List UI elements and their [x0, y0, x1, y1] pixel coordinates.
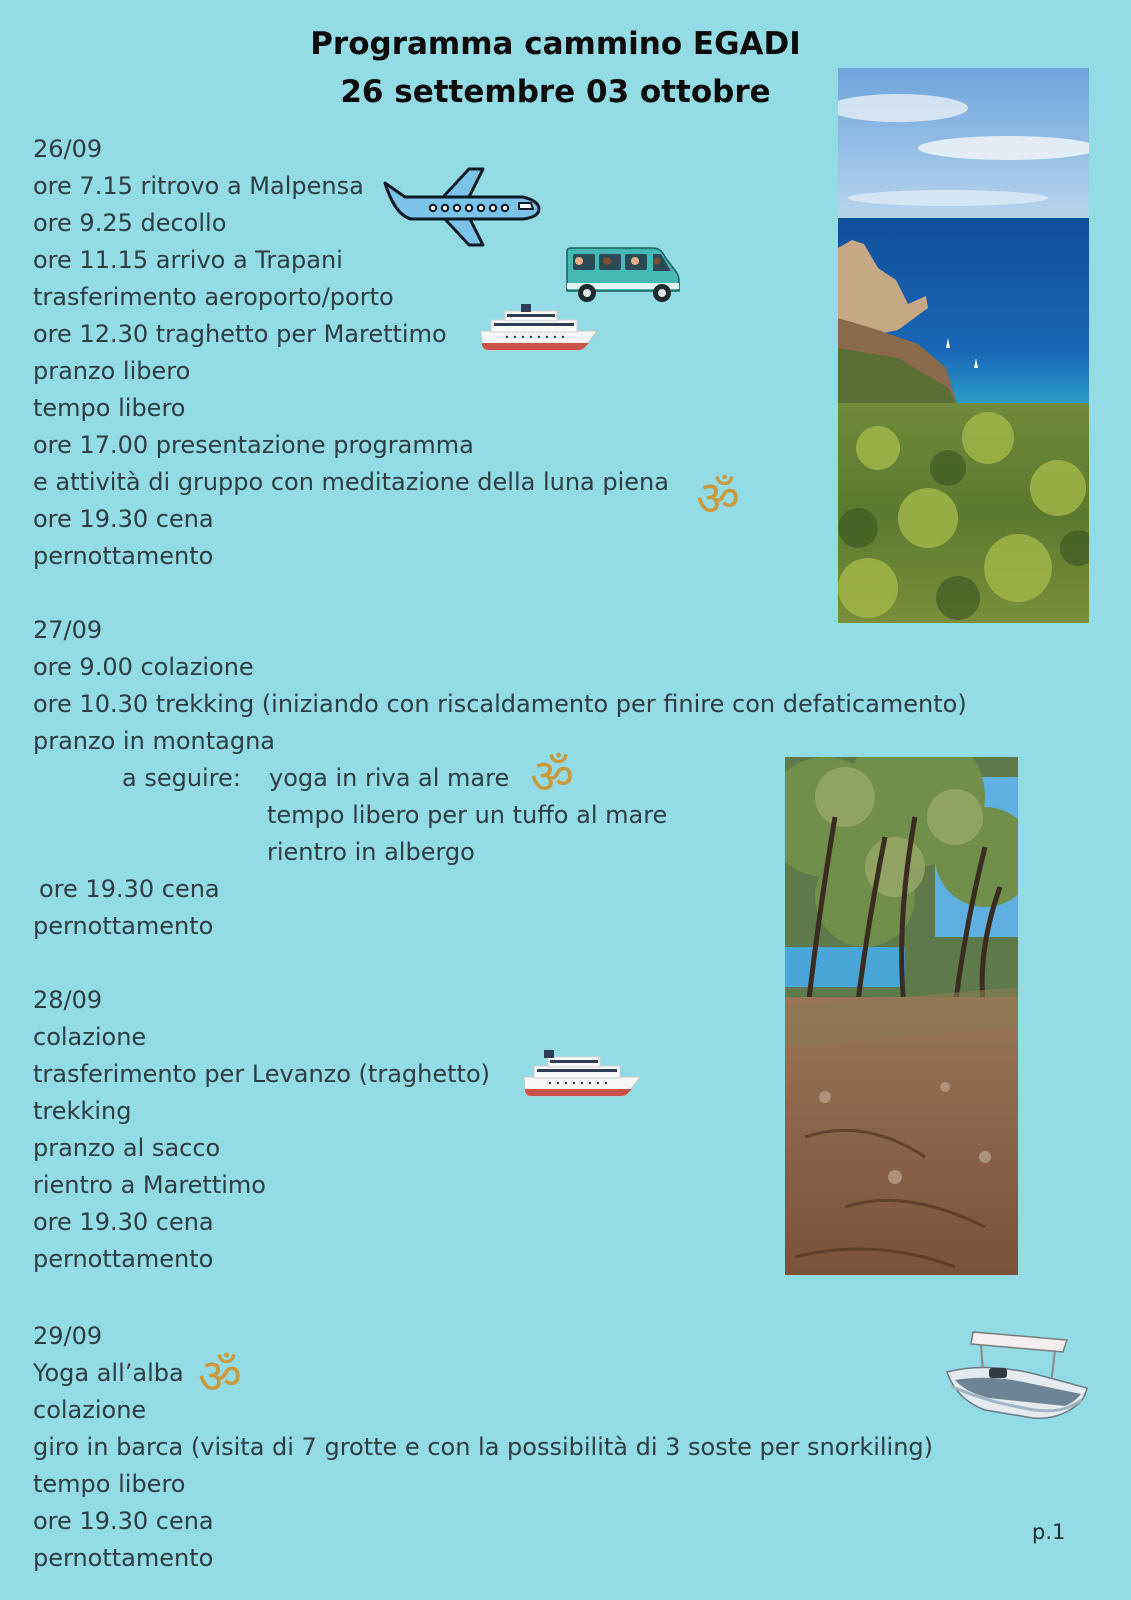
day4-line: colazione [33, 1396, 147, 1424]
day4-date: 29/09 [33, 1322, 103, 1350]
day3-line: pernottamento [33, 1245, 214, 1273]
day3-line: trasferimento per Levanzo (traghetto) [33, 1060, 490, 1088]
photo-coastal-cliff [838, 68, 1089, 623]
day2-line: ore 9.00 colazione [33, 653, 254, 681]
day2-line: pernottamento [33, 912, 214, 940]
day3-line: ore 19.30 cena [33, 1208, 214, 1236]
page-number: p.1 [1032, 1520, 1066, 1544]
day3-line: rientro a Marettimo [33, 1171, 266, 1199]
day1-line: ore 9.25 decollo [33, 209, 227, 237]
day3-line: pranzo al sacco [33, 1134, 221, 1162]
motorboat-icon [945, 1328, 1091, 1424]
day1-line: ore 17.00 presentazione programma [33, 431, 474, 459]
day2-follow-item: yoga in riva al mare [269, 764, 510, 792]
day1-line: ore 19.30 cena [33, 505, 214, 533]
ferry-icon [477, 303, 599, 353]
document-title: Programma cammino EGADI [310, 26, 801, 62]
om-symbol-icon: ॐ [530, 749, 574, 805]
day2-follow-label: a seguire: [122, 764, 241, 792]
day1-line: trasferimento aeroporto/porto [33, 283, 394, 311]
day3-line: colazione [33, 1023, 147, 1051]
photo-forest-trail [785, 757, 1018, 1275]
ferry-icon [520, 1049, 642, 1099]
day1-line: tempo libero [33, 394, 186, 422]
day4-line: tempo libero [33, 1470, 186, 1498]
day2-line: ore 10.30 trekking (iniziando con riscaldamento per finire con defaticamento) [33, 690, 967, 718]
day2-date: 27/09 [33, 616, 103, 644]
day2-follow-item: tempo libero per un tuffo al mare [267, 801, 668, 829]
day4-line: Yoga all’alba [33, 1359, 184, 1387]
airplane-icon [383, 165, 541, 249]
day2-line: pranzo in montagna [33, 727, 275, 755]
day3-line: trekking [33, 1097, 132, 1125]
day1-line: ore 12.30 traghetto per Marettimo [33, 320, 447, 348]
day1-line: e attività di gruppo con meditazione della luna piena [33, 468, 669, 496]
day1-line: ore 7.15 ritrovo a Malpensa [33, 172, 364, 200]
day1-date: 26/09 [33, 135, 103, 163]
om-symbol-icon: ॐ [198, 1349, 242, 1405]
day1-line: ore 11.15 arrivo a Trapani [33, 246, 343, 274]
day4-line: giro in barca (visita di 7 grotte e con la possibilità di 3 soste per snorkiling) [33, 1433, 934, 1461]
day1-line: pernottamento [33, 542, 214, 570]
minibus-icon [565, 247, 680, 305]
day1-line: pranzo libero [33, 357, 191, 385]
day4-line: pernottamento [33, 1544, 214, 1572]
document-subtitle-dates: 26 settembre 03 ottobre [340, 74, 771, 110]
om-symbol-icon: ॐ [696, 471, 740, 527]
day2-follow-item: rientro in albergo [267, 838, 475, 866]
day3-date: 28/09 [33, 986, 103, 1014]
day4-line: ore 19.30 cena [33, 1507, 214, 1535]
day2-line: ore 19.30 cena [39, 875, 220, 903]
